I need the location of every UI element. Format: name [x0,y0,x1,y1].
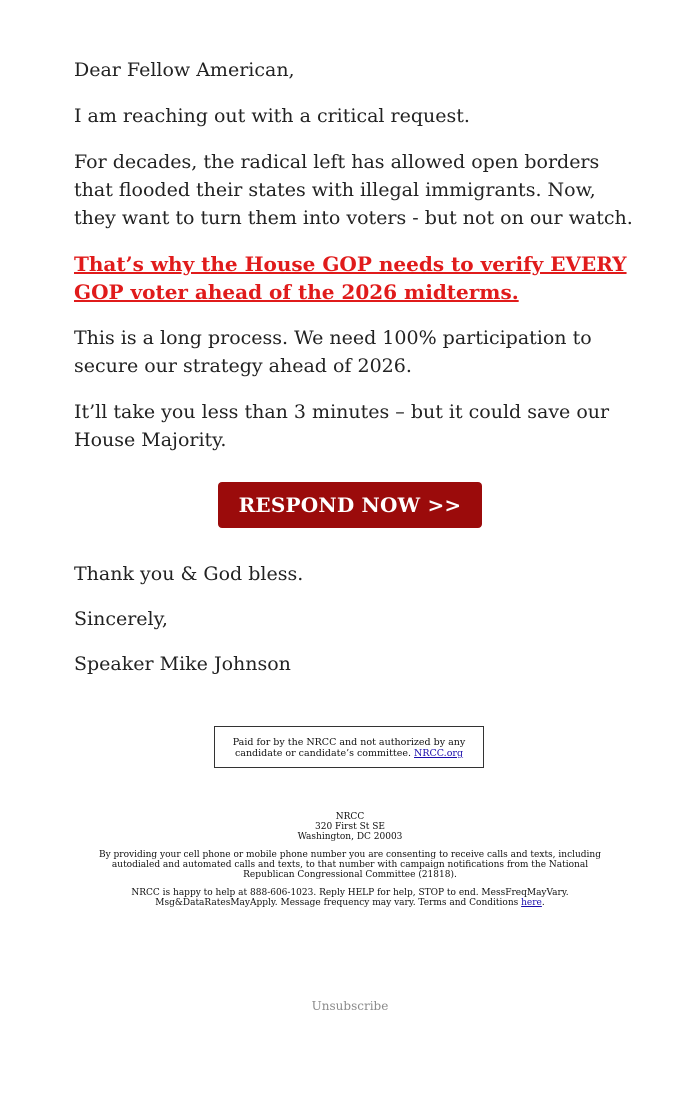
respond-now-button[interactable]: RESPOND NOW >> [218,482,483,528]
verify-headline-link[interactable]: That’s why the House GOP needs to verify EVERY GOP voter ahead of the 2026 midterms. [74,252,627,304]
request-paragraph: I am reaching out with a critical request. [74,105,470,127]
nrcc-link[interactable]: NRCC.org [414,748,464,759]
footer [90,812,610,916]
borders-paragraph: For decades, the radical left has allowed open borders that flooded their states with illegal immigrants. Now, they want to turn them into voters - but not on our watch. [74,151,633,229]
unsubscribe-link[interactable]: Unsubscribe [311,999,389,1013]
minutes-paragraph: It’ll take you less than 3 minutes – but it could save our House Majority. [74,401,610,451]
footer-address [90,812,610,842]
thanks-line: Thank you & God bless. [74,563,304,585]
process-paragraph: This is a long process. We need 100% participation to secure our strategy ahead of 2026. [74,327,592,377]
footer-street: 320 First St SE [315,822,385,832]
cta-container [0,482,700,528]
help-text-body: NRCC is happy to help at 888-606-1023. Reply HELP for help, STOP to end. MessFreqMayVary. Msg&DataRatesMayApply. Message frequency may vary. Terms and Conditions [131,888,569,908]
help-text [90,888,610,908]
letter-body [74,56,634,454]
disclaimer-text: Paid for by the NRCC and not authorized by any candidate or candidate’s committee. [232,737,466,759]
signoff [74,560,303,695]
terms-link[interactable]: here [521,898,542,908]
footer-city: Washington, DC 20003 [297,832,403,842]
consent-text: By providing your cell phone or mobile phone number you are consenting to receive calls and texts, including autodialed and automated calls and texts, to that number with campaign notifications from the National Republican Congressional Committee (21818). [98,850,601,880]
greeting: Dear Fellow American, [74,59,295,81]
signature: Speaker Mike Johnson [74,653,291,675]
paid-for-disclaimer [214,726,484,768]
footer-org: NRCC [335,812,365,822]
closing-line: Sincerely, [74,608,168,630]
unsubscribe-area [0,999,700,1013]
terms-period: . [541,898,545,908]
